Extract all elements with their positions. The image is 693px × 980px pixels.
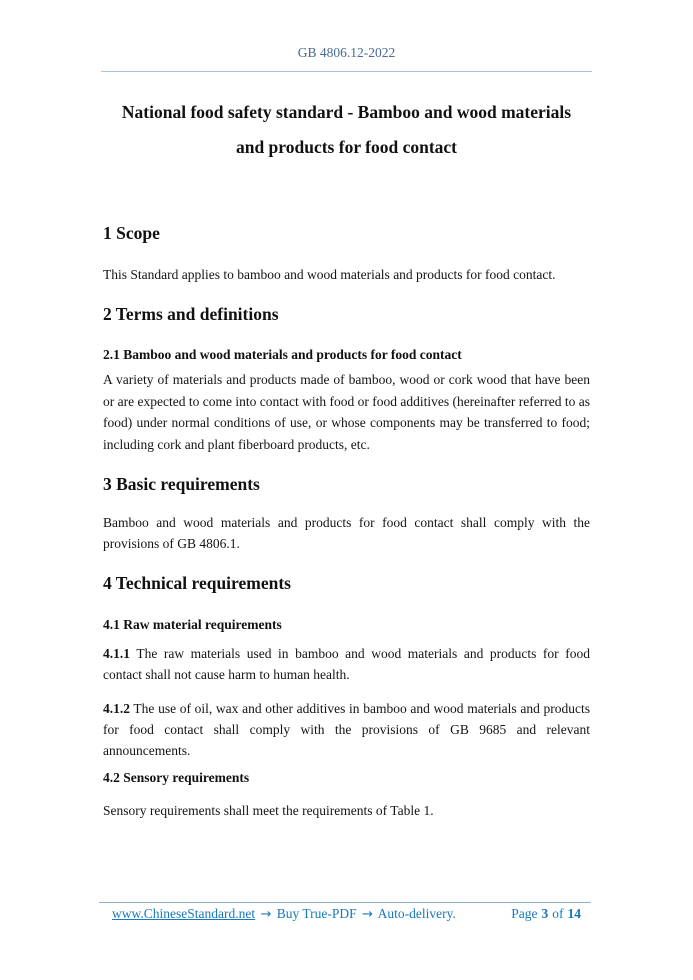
footer-rule [99, 902, 591, 903]
header-rule [101, 71, 592, 72]
clause-text-4-1-2: The use of oil, wax and other additives in bamboo and wood materials and products for food contact shall comply with the provisions of GB 9685 and relevant announcements. [103, 700, 590, 759]
subsection-heading-4-1: 4.1 Raw material requirements [103, 616, 282, 632]
document-footer [112, 906, 583, 923]
clause-number-4-1-2: 4.1.2 [103, 700, 130, 716]
paragraph-basic-requirements: Bamboo and wood materials and products for food contact shall comply with the provisions of GB 4806.1. [103, 515, 590, 552]
document-body [0, 221, 693, 821]
paragraph-sensory-requirements: Sensory requirements shall meet the requirements of Table 1. [103, 802, 434, 818]
section-heading-scope: 1 Scope [103, 223, 160, 243]
section-heading-terms-definitions: 2 Terms and definitions [103, 304, 279, 325]
document-title-line-2: and products for food contact [235, 137, 458, 157]
section-heading-technical-requirements: 4 Technical requirements [103, 572, 291, 593]
section-heading-basic-requirements: 3 Basic requirements [103, 474, 260, 495]
doc-code: GB 4806.12-2022 [297, 45, 396, 60]
footer-link[interactable]: www.ChineseStandard.net [112, 906, 256, 921]
clause-text-4-1-1: The raw materials used in bamboo and wood materials and products for food contact shall not cause harm to human health. [103, 645, 590, 683]
page-total: 14 [567, 906, 581, 921]
paragraph-scope: This Standard applies to bamboo and wood materials and products for food contact. [103, 267, 556, 282]
subsection-heading-2-1: 2.1 Bamboo and wood materials and products for food contact [103, 347, 462, 363]
right-arrow-icon: → [260, 907, 272, 922]
page-indicator [509, 906, 583, 922]
clause-4-1-1 [103, 643, 590, 686]
page-label: Page [511, 906, 538, 921]
document-title-line-1: National food safety standard - Bamboo and wood materials [121, 102, 572, 122]
of-label: of [552, 906, 564, 921]
clause-4-1-2 [103, 698, 590, 762]
subsection-heading-4-2: 4.2 Sensory requirements [103, 769, 250, 785]
page-current: 3 [541, 906, 549, 921]
footer-delivery-text: Auto-delivery. [377, 906, 456, 921]
paragraph-definition-2-1: A variety of materials and products made of bamboo, wood or cork wood that have been or are expected to come into contact with food or food additives (hereinafter referred to as food) under normal conditions of use, or whose components may be transferred to food; including cork and plant fiberboard products, etc. [103, 372, 590, 452]
clause-number-4-1-1: 4.1.1 [103, 645, 130, 661]
right-arrow-icon: → [362, 907, 373, 922]
document-header [0, 0, 693, 60]
footer-promo [112, 906, 456, 923]
document-title [60, 95, 633, 165]
footer-buy-text: Buy True-PDF [276, 906, 357, 921]
